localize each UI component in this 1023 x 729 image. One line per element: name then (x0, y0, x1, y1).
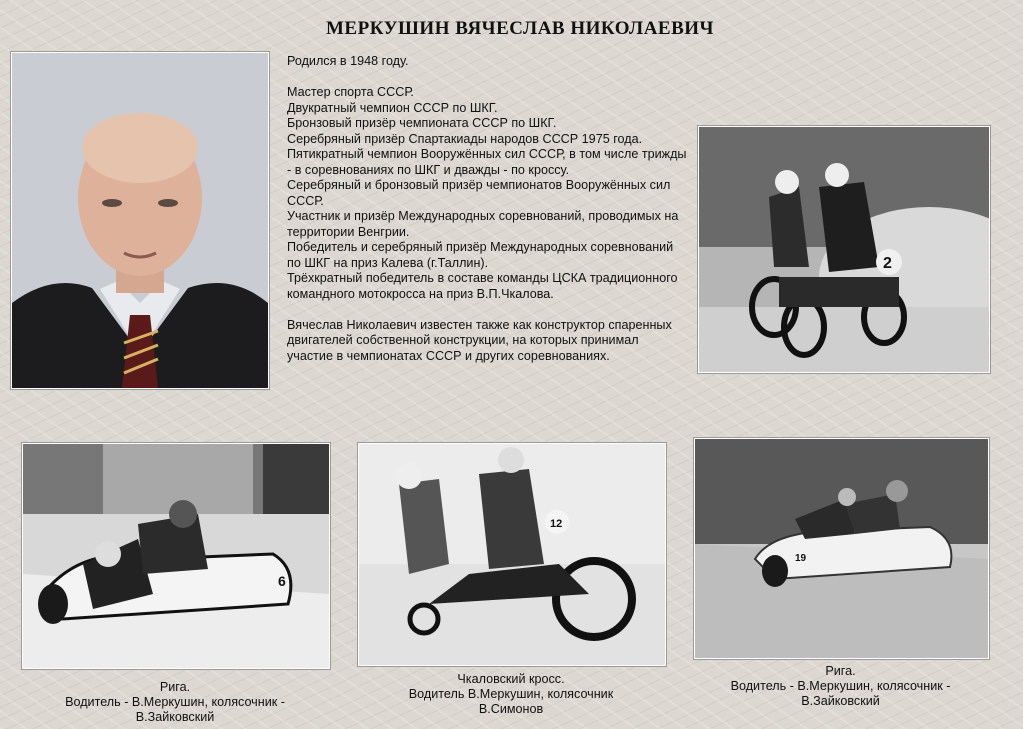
sidecar-race-photo-left (22, 443, 330, 669)
sidecar-race-photo-right (694, 438, 989, 659)
chkalov-cross-photo (358, 443, 666, 666)
race-number: 2 (883, 255, 892, 272)
race-number: 12 (550, 518, 563, 530)
biography-text: Родился в 1948 году. Мастер спорта СССР. Двукратный чемпион СССР по ШКГ. Бронзовый призёр чемпионата СССР по ШКГ. Серебряный призёр Спартакиады народов СССР 1975 года. Пятикратный чемпион Вооружённых сил СССР, в том числе трижды - в соревнованиях по ШКГ и дважды - по кроссу. Серебряный и бронзовый призёр чемпионатов Вооружённых сил СССР. Участник и призёр Международных соревнований, проводимых на территории Венгрии. Победитель и серебряный призёр Международных соревнований по ШКГ на приз Калева (г.Таллин). Трёхкратный победитель в составе команды ЦСКА традиционного командного мотокросса на приз В.П.Чкалова. Вячеслав Николаевич известен также как конструктор спаренных двигателей собственной конструкции, на которых принимал участие в чемпионатах СССР и других соревнованиях. (287, 54, 687, 363)
page-title: МЕРКУШИН ВЯЧЕСЛАВ НИКОЛАЕВИЧ (326, 18, 714, 39)
motocross-photo (698, 126, 990, 373)
caption-left: Рига. Водитель - В.Меркушин, колясочник - В.Зайковский (65, 680, 285, 724)
portrait-photo (11, 52, 269, 389)
race-number: 19 (795, 553, 807, 564)
caption-center: Чкаловский кросс. Водитель В.Меркушин, колясочник В.Симонов (408, 672, 614, 716)
race-number: 6 (278, 573, 286, 589)
caption-right: Рига. Водитель - В.Меркушин, колясочник - В.Зайковский (730, 664, 951, 708)
